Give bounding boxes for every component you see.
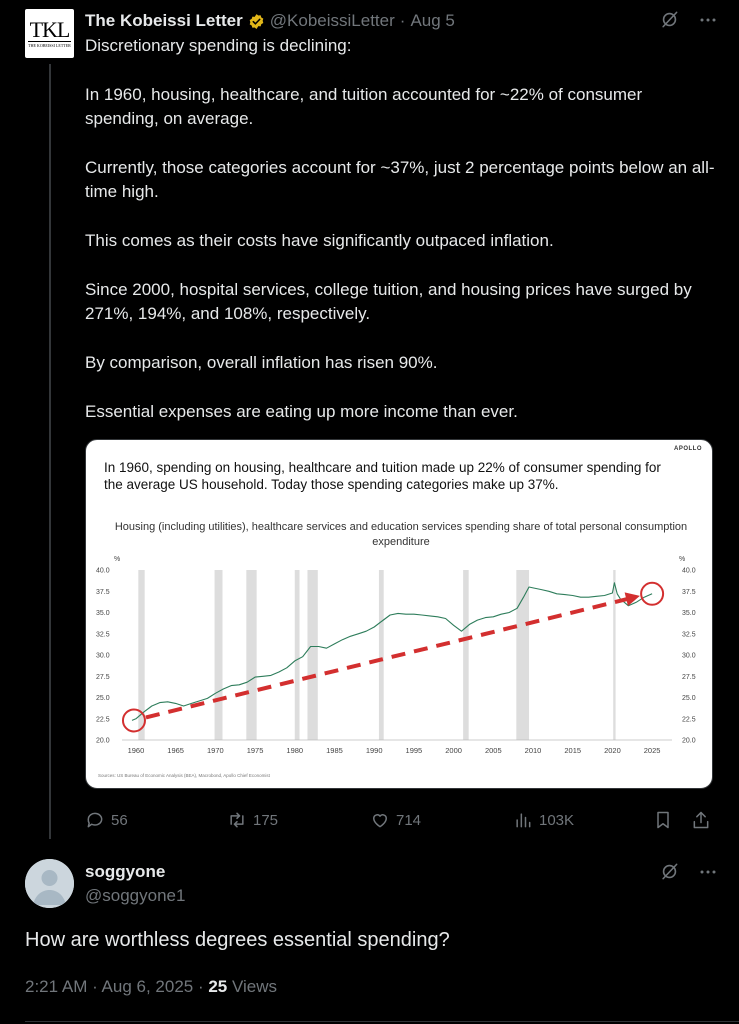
like-button[interactable]: [370, 810, 421, 830]
y-tick-label-left: 35.0: [96, 610, 110, 617]
end-highlight-circle: [641, 583, 663, 605]
more-options-icon[interactable]: [699, 11, 717, 29]
recession-band: [379, 570, 384, 740]
recession-band: [516, 570, 529, 740]
x-tick-label: 1990: [365, 746, 383, 755]
reply-author-avatar[interactable]: [25, 859, 74, 908]
post-header: [85, 10, 455, 32]
y-tick-label-left: 27.5: [96, 673, 110, 681]
views-chart-icon: [513, 810, 533, 830]
thread-connector-line: [49, 64, 51, 839]
y-tick-label-left: 32.5: [96, 631, 110, 639]
reply-author-name[interactable]: soggyone: [85, 862, 166, 881]
avatar-logo-subtext: THE KOBEISSI LETTER: [28, 43, 71, 48]
reply-meta: [25, 977, 277, 997]
recession-band: [613, 570, 615, 740]
bookmark-button[interactable]: [653, 810, 673, 830]
heart-icon: [370, 810, 390, 830]
header-separator: ·: [399, 11, 406, 30]
x-tick-label: 2020: [604, 746, 621, 755]
line-chart: [86, 440, 713, 789]
recession-band: [295, 570, 300, 740]
x-tick-label: 2015: [564, 746, 582, 755]
reply-icon: [85, 810, 105, 830]
author-avatar[interactable]: [25, 9, 74, 58]
y-tick-label-right: 40.0: [682, 567, 696, 575]
chart-headline: In 1960, spending on housing, healthcare and tuition made up 22% of consumer spending for the average US household. Today those spending categories make up 37%.: [104, 460, 661, 492]
default-avatar-icon: [25, 859, 74, 908]
x-tick-label: 1995: [405, 746, 423, 755]
repost-count: 175: [253, 811, 279, 829]
grok-icon[interactable]: [660, 862, 679, 881]
y-tick-label-right: 27.5: [682, 673, 696, 681]
repost-icon: [227, 810, 247, 830]
y-unit-label-left: %: [114, 556, 121, 563]
recession-band: [246, 570, 256, 740]
y-tick-label-right: 37.5: [682, 588, 696, 596]
verified-badge-icon[interactable]: [248, 13, 265, 30]
reply-views-label: Views: [227, 977, 278, 996]
y-tick-label-left: 37.5: [96, 588, 110, 596]
y-tick-label-left: 20.0: [96, 737, 110, 745]
y-tick-label-right: 30.0: [682, 652, 696, 660]
reply-button[interactable]: [85, 810, 128, 830]
post-action-bar: [85, 808, 715, 832]
x-tick-label: 2005: [484, 746, 502, 755]
y-tick-label-left: 30.0: [96, 652, 110, 660]
chart-source: Sources: US Bureau of Economic Analysis (BEA), Macrobond, Apollo Chief Economist: [98, 773, 270, 778]
y-tick-label-left: 22.5: [96, 716, 110, 724]
recession-band: [463, 570, 469, 740]
bookmark-icon: [653, 810, 673, 830]
post-text: Discretionary spending is declining: In 1960, housing, healthcare, and tuition accounted for ~22% of consumer spending, on average. Currently, those categories account for ~37%, just 2 percentage points below an all-time high. This comes as their costs have significantly outpaced inflation. Since 2000, hospital services, college tuition, and housing prices have surged by 271%, 194%, and 108%, respectively. By comparison, overall inflation has risen 90%. Essential expenses are eating up more income than ever.: [85, 36, 715, 422]
share-icon: [691, 810, 711, 830]
chart-image-card[interactable]: [85, 439, 713, 789]
y-tick-label-right: 20.0: [682, 737, 696, 745]
y-tick-label-left: 25.0: [96, 695, 110, 702]
divider: [25, 1021, 739, 1022]
y-tick-label-right: 35.0: [682, 610, 696, 617]
chart-title: Housing (including utilities), healthcare services and education services spending share of total personal consumption expenditure: [114, 521, 688, 548]
share-button[interactable]: [691, 810, 711, 830]
post-date[interactable]: Aug 5: [410, 11, 455, 30]
reply-author-handle[interactable]: @soggyone1: [85, 886, 186, 905]
recession-band: [307, 570, 317, 740]
repost-button[interactable]: [227, 810, 278, 830]
x-tick-label: 1970: [207, 746, 224, 755]
y-tick-label-right: 22.5: [682, 716, 696, 724]
x-tick-label: 2010: [524, 746, 542, 755]
author-name[interactable]: The Kobeissi Letter: [85, 11, 243, 30]
like-count: 714: [396, 811, 422, 829]
recession-band: [215, 570, 223, 740]
views-button[interactable]: [513, 810, 574, 830]
reply-timestamp[interactable]: 2:21 AM · Aug 6, 2025 ·: [25, 977, 209, 996]
x-tick-label: 1975: [246, 746, 264, 755]
chart-brand-label: APOLLO: [674, 446, 702, 452]
y-tick-label-right: 25.0: [682, 695, 696, 702]
more-options-icon[interactable]: [699, 863, 717, 881]
series-line: [132, 583, 652, 721]
y-tick-label-right: 32.5: [682, 631, 696, 639]
x-tick-label: 1985: [326, 746, 343, 755]
reply-text: How are worthless degrees essential spending?: [25, 929, 450, 951]
avatar-logo-text: TKL: [29, 17, 70, 42]
reply-top-icons: [660, 862, 717, 881]
grok-icon[interactable]: [660, 10, 679, 29]
views-count: 103K: [539, 811, 575, 829]
post-top-icons: [660, 10, 717, 29]
x-tick-label: 1960: [127, 746, 145, 755]
reply-views-count: 25: [208, 977, 228, 996]
x-tick-label: 2000: [445, 746, 462, 755]
x-tick-label: 2025: [643, 746, 661, 755]
x-tick-label: 1980: [286, 746, 304, 755]
x-tick-label: 1965: [167, 746, 184, 755]
y-tick-label-left: 40.0: [96, 567, 110, 575]
author-handle[interactable]: @KobeissiLetter: [269, 11, 395, 30]
y-unit-label-right: %: [679, 556, 686, 563]
reply-count: 56: [111, 811, 128, 829]
